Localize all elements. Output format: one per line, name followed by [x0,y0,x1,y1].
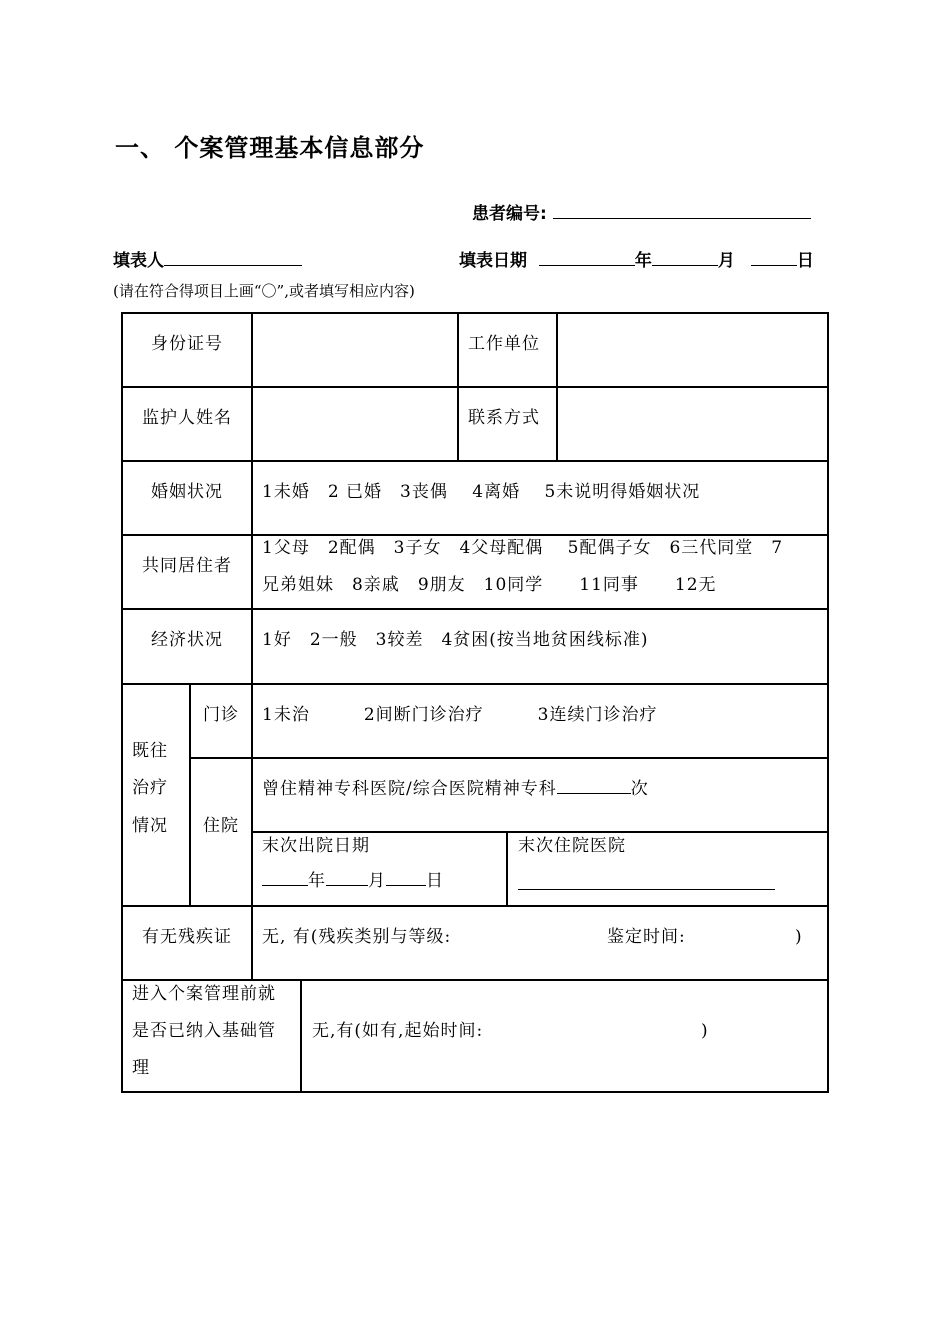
history-label-3: 情况 [132,816,168,836]
table-line [121,683,829,685]
economy-label: 经济状况 [151,630,223,650]
last-hospital-label: 末次住院医院 [518,836,626,856]
inpatient-label: 住院 [203,816,239,836]
id-label: 身份证号 [151,334,223,354]
inpatient-field [262,771,649,808]
inpatient-text: 曾住精神专科医院/综合医院精神专科 [262,779,557,799]
discharge-month-blank[interactable] [326,869,368,886]
filler-label: 填表人 [113,251,164,271]
discharge-day-label: 日 [426,871,444,891]
table-line [121,1091,829,1093]
guardian-value-cell[interactable] [253,388,457,460]
table-line [300,979,302,1093]
table-line [827,312,829,1093]
day-label: 日 [796,251,814,271]
patient-no-blank[interactable] [553,202,811,219]
last-discharge-label: 末次出院日期 [262,836,370,856]
fill-date-field [459,246,814,271]
section-title: 一、 个案管理基本信息部分 [115,134,425,162]
patient-no-field [472,199,811,224]
history-label-2: 治疗 [132,778,168,798]
outpatient-label: 门诊 [203,705,239,725]
economy-options[interactable]: 1好 2一般 3较差 4贫困(按当地贫困线标准) [262,630,649,650]
contact-value-cell[interactable] [558,388,827,460]
table-line [121,905,829,907]
outpatient-options[interactable]: 1未治 2间断门诊治疗 3连续门诊治疗 [262,705,658,725]
basic-mgmt-text[interactable]: 无,有(如有,起始时间: [312,1021,484,1041]
last-discharge-date [262,863,444,900]
table-line [121,608,829,610]
discharge-day-blank[interactable] [386,869,426,886]
patient-no-label: 患者编号: [472,204,547,224]
basic-mgmt-close-paren: ) [701,1021,709,1041]
table-line [189,757,829,759]
inpatient-times-label: 次 [630,779,649,799]
disability-close-paren: ) [795,927,803,947]
inpatient-times-blank[interactable] [557,777,631,794]
table-line [189,683,191,905]
id-value-cell[interactable] [253,314,457,386]
table-line [121,460,829,462]
discharge-year-blank[interactable] [262,869,308,886]
month-label: 月 [717,251,735,271]
fill-month-blank[interactable] [652,249,718,266]
marital-label: 婚姻状况 [151,482,223,502]
work-value-cell[interactable] [558,314,827,386]
marital-options[interactable]: 1未婚 2 已婚 3丧偶 4离婚 5未说明得婚姻状况 [262,482,701,502]
basic-mgmt-label-1: 进入个案管理前就 [132,984,276,1004]
cohabit-options-line1[interactable]: 1父母 2配偶 3子女 4父母配偶 5配偶子女 6三代同堂 7 [262,538,784,558]
table-line [506,831,508,905]
fill-date-label: 填表日期 [459,251,527,271]
table-line [457,312,459,460]
basic-mgmt-label-3: 理 [132,1058,150,1078]
fill-day-blank[interactable] [751,249,797,266]
last-hospital-blank[interactable] [518,873,775,890]
fill-year-blank[interactable] [539,249,635,266]
discharge-year-label: 年 [308,871,326,891]
work-label: 工作单位 [468,334,540,354]
cohabit-options-line2[interactable]: 兄弟姐妹 8亲戚 9朋友 10同学 11同事 12无 [262,575,717,595]
basic-mgmt-label-2: 是否已纳入基础管 [132,1021,276,1041]
discharge-month-label: 月 [368,871,386,891]
filler-field [113,246,302,271]
instruction-note: (请在符合得项目上画“〇”,或者填写相应内容) [113,282,415,300]
history-label-1: 既往 [132,741,168,761]
guardian-label: 监护人姓名 [142,408,232,428]
cohabit-label: 共同居住者 [142,556,232,576]
contact-label: 联系方式 [468,408,540,428]
year-label: 年 [634,251,652,271]
disability-text[interactable]: 无, 有(残疾类别与等级: [262,927,452,947]
disability-label: 有无残疾证 [142,927,232,947]
table-line [251,683,253,905]
filler-blank[interactable] [164,249,302,266]
appraisal-label: 鉴定时间: [607,927,686,947]
